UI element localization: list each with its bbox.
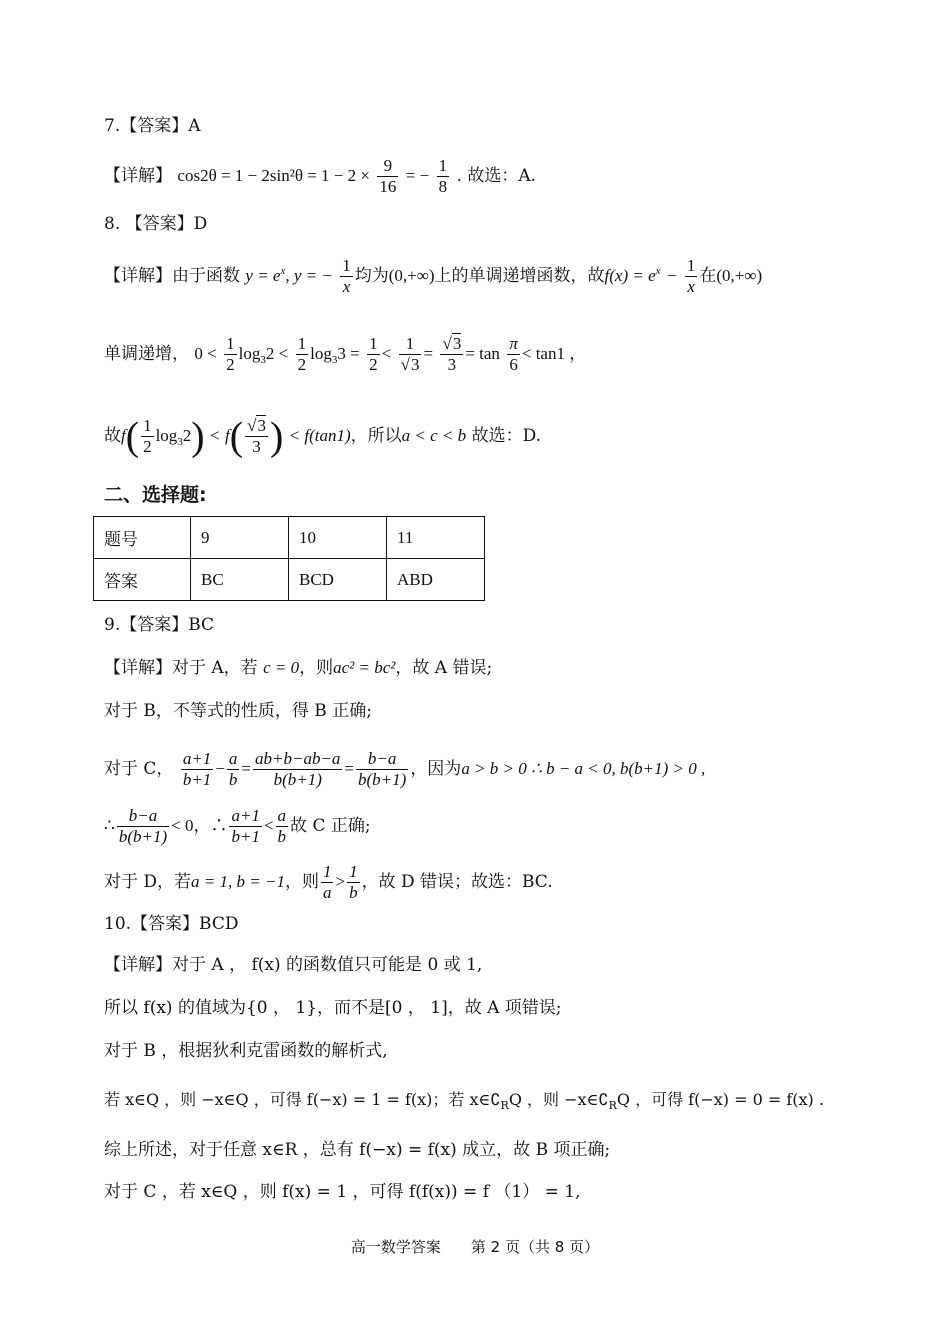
q8-l2-math-a: 0 < [194, 344, 217, 363]
q7-frac1-den: 16 [379, 177, 397, 196]
q8-l3-arg: 2 [182, 426, 192, 445]
q9-l3-f2d: b [228, 770, 238, 789]
q8-l2-arg-a: 2 < [265, 344, 289, 363]
q8-l2-six: 6 [509, 355, 518, 374]
q9-l1-t2: ，则 [299, 658, 334, 678]
q9-l4-f2n: a+1 [231, 806, 260, 825]
q8-l1-text-d: 在 [699, 266, 717, 286]
q8-l2-s3-num-val: 3 [452, 334, 462, 353]
q8-l2-arg-b: 3 = [337, 344, 360, 363]
q9-l3-f4n: b−a [356, 749, 408, 770]
q8-l2-log-b: log [310, 344, 332, 363]
q8-line1 [104, 256, 762, 297]
q8-l3-s3-num-val: 3 [257, 416, 266, 435]
q10-l4-a: 若 x∈Q ，则 −x∈Q ，可得 f(−x) = 1 = f(x)；若 x∈∁ [104, 1090, 501, 1109]
q10-line1: 【详解】对于 A ， f(x) 的函数值只可能是 0 或 1, [104, 955, 483, 975]
q8-l3-text-a: 故 [104, 426, 121, 446]
q8-l1-frac-den: x [342, 277, 351, 296]
q9-l5-f2 [347, 862, 360, 903]
q10-line3: 对于 B ，根据狄利克雷函数的解析式, [104, 1041, 388, 1061]
q9-l3-f4d: b(b+1) [358, 770, 407, 789]
q9-l4-f2d: b+1 [231, 827, 260, 846]
q9-l3-minus: − [215, 759, 225, 778]
q9-l4-f3n: a [277, 806, 287, 825]
q8-l3-base: 3 [177, 436, 183, 448]
q9-answer: 9.【答案】BC [104, 615, 215, 635]
q9-l3-eq2: = [344, 759, 355, 778]
q8-l3-lt: < [210, 426, 220, 445]
q8-l1-interval2: (0,+∞) [716, 266, 763, 285]
q8-l2-inv-den: √3 [400, 355, 420, 374]
q8-l2-inv-num: 1 [399, 334, 422, 355]
q10-line2: 所以 f(x) 的值域为{0 ， 1}，而不是[0 ， 1]，故 A 项错误; [104, 998, 562, 1018]
q8-l1-text-a: 由于函数 [172, 266, 240, 286]
q7-answer: 7.【答案】A [104, 116, 201, 136]
q8-l3-half-den: 2 [143, 437, 152, 456]
q8-l1-frac2 [685, 256, 698, 297]
q9-l3-f1n: a+1 [182, 749, 212, 768]
q9-l4-lt: < [263, 816, 274, 835]
q10-line6: 对于 C ，若 x∈Q ，则 f(x) = 1 ，可得 f(f(x)) = f （1） = 1, [104, 1182, 581, 1202]
q7-frac2-num: 1 [438, 156, 448, 175]
q7-frac2 [437, 156, 450, 197]
q8-l1-frac-num: 1 [342, 256, 351, 275]
q9-line3 [104, 749, 705, 790]
q9-l4-therefore: ∴ [104, 816, 115, 835]
q9-l4-f1 [117, 806, 169, 847]
q8-l3-lparen2: ( [229, 413, 244, 459]
q8-l3-s3-num: √3 [247, 416, 266, 435]
q8-l2-half2 [296, 334, 309, 375]
q10-l4-sub1: R [500, 1099, 509, 1112]
table-cell: ABD [387, 559, 485, 601]
q9-l4-f1d: b(b+1) [118, 827, 168, 846]
q8-l2-half1 [224, 334, 237, 375]
q7-detail [104, 156, 536, 197]
q9-l5-t3: ，故 D 错误；故选：BC. [361, 872, 553, 892]
q9-l3-f3d: b(b+1) [273, 770, 322, 789]
q8-l3-f2: f [225, 426, 230, 445]
q8-l2-s3-num: √3 [442, 334, 462, 353]
q10-l4-c: Q ，可得 f(−x) = 0 = f(x) . [616, 1090, 824, 1109]
q8-l2-half2-den: 2 [297, 355, 307, 374]
table-cell: 题号 [94, 517, 191, 559]
q9-l3-f3n: ab+b−ab−a [255, 749, 341, 768]
q8-l1-sup: x [280, 265, 286, 277]
q8-l2-inv-sqrt3 [399, 334, 422, 375]
q9-l3-f2n: a [228, 749, 238, 768]
q10-l4-sub2: R [608, 1099, 617, 1112]
q9-l5-m: a = 1, b = −1 [191, 872, 285, 891]
q8-l2-half3-den: 2 [369, 355, 378, 374]
q8-l3-half-num: 1 [143, 416, 152, 435]
detail-tag: 【详解】 [104, 166, 172, 186]
q8-l1-math-b: , y = − [285, 266, 333, 285]
q8-l2-half3-num: 1 [369, 334, 378, 353]
table-cell: 11 [387, 517, 485, 559]
q8-l2-inv-den-val: 3 [410, 355, 420, 374]
q8-l1-frac2-num: 1 [686, 256, 696, 275]
table-cell: 10 [289, 517, 387, 559]
q9-l1-text: 对于 A，若 [172, 658, 258, 678]
q8-l2-base-a: 3 [260, 354, 266, 366]
q8-l2-half1-den: 2 [226, 355, 235, 374]
q8-l3-text-b: ，所以 [350, 426, 402, 446]
answer-table [93, 516, 485, 601]
q7-eq-lhs: cos2θ = 1 − 2sin²θ = 1 − 2 × [177, 166, 370, 185]
q8-l3-log: log [155, 426, 178, 445]
q7-frac1-num: 9 [377, 156, 398, 177]
q9-l4-lt0: < 0，∴ [171, 816, 228, 835]
q8-l3-f1: f [121, 426, 126, 445]
q8-l2-pi6 [507, 334, 520, 375]
q9-l3-f3 [253, 749, 342, 790]
q8-l2-pi: π [509, 334, 518, 353]
q9-l1-t3: ，故 A 错误; [395, 658, 493, 678]
q7-frac1 [377, 156, 398, 197]
q7-conclusion: . 故选：A. [456, 166, 537, 186]
q9-l5-f1n: 1 [322, 862, 332, 881]
detail-tag: 【详解】 [104, 658, 172, 678]
q9-l5-f1d: a [322, 883, 332, 902]
page-footer: 高一数学答案 第 2 页（共 8 页） [350, 1238, 600, 1256]
q9-l1-m2: ac² = bc² [333, 658, 396, 677]
q10-l4-b: Q ，则 −x∈∁ [508, 1090, 609, 1109]
q8-l2-text-a: 单调递增， [104, 344, 189, 364]
q9-line1 [104, 656, 492, 680]
q9-l5-f2d: b [349, 883, 358, 902]
q9-l4-f3 [276, 806, 289, 847]
q8-l3-half [141, 416, 154, 457]
q8-l2-half3 [367, 334, 380, 375]
q10-answer: 10.【答案】BCD [104, 914, 239, 934]
q8-line3 [104, 413, 542, 459]
q10-line5: 综上所述，对于任意 x∈R ，总有 f(−x) = f(x) 成立，故 B 项正确; [104, 1140, 611, 1160]
q8-answer: 8. 【答案】D [104, 214, 208, 234]
q9-l3-eq: = [241, 759, 251, 778]
detail-tag: 【详解】 [104, 266, 172, 286]
q7-frac2-den: 8 [438, 177, 448, 196]
q8-l3-order: a < c < b [401, 426, 467, 445]
q9-line5 [104, 862, 553, 903]
q8-l1-math-d: − [665, 266, 678, 285]
q9-line2: 对于 B，不等式的性质，得 B 正确; [104, 701, 372, 721]
q9-l5-gt: > [335, 872, 346, 891]
q8-l2-half1-num: 1 [226, 334, 235, 353]
q8-l3-rparen2: ) [269, 413, 284, 459]
q8-l2-lt: < [381, 344, 392, 363]
q8-l1-math-a: y = e [245, 266, 281, 285]
q7-eq-mid: = − [405, 166, 430, 185]
q9-l3-f2 [227, 749, 240, 790]
q9-l4-text: 故 C 正确; [290, 816, 371, 836]
section-heading: 二、选择题: [104, 484, 207, 506]
table-cell: 9 [191, 517, 289, 559]
table-row [94, 559, 485, 601]
q8-l1-interval: (0,+∞) [388, 266, 435, 285]
q8-l2-s3-den: 3 [447, 355, 457, 374]
q8-l2-tan-b: < tan1 ， [521, 344, 587, 363]
q8-l3-rparen1: ) [191, 413, 205, 459]
q9-l3-f4 [356, 749, 408, 790]
table-cell: BCD [289, 559, 387, 601]
q9-l3-f1 [181, 749, 213, 790]
q8-l3-s3-den: 3 [252, 437, 261, 456]
q9-l5-f2n: 1 [349, 862, 358, 881]
q8-l2-log-a: log [238, 344, 261, 363]
q9-l5-text: 对于 D，若 [104, 872, 192, 892]
q8-l3-lparen1: ( [125, 413, 140, 459]
q8-l3-text-c: 故选：D. [471, 426, 542, 446]
q8-l2-tan-a: = tan [465, 344, 500, 363]
q9-l4-f1n: b−a [117, 806, 169, 827]
q9-l3-text: 对于 C， [104, 759, 174, 779]
q9-l1-m1: c = 0 [263, 658, 300, 677]
q9-l5-f1 [321, 862, 334, 903]
q8-l2-base-b: 3 [331, 354, 338, 366]
q8-line2 [104, 334, 586, 375]
q8-l2-sqrt3-over3 [440, 334, 463, 375]
q8-l1-sup2: x [655, 265, 661, 277]
table-cell: BC [191, 559, 289, 601]
q8-l1-text-b: 均为 [354, 266, 389, 286]
table-cell: 答案 [94, 559, 191, 601]
table-row [94, 517, 485, 559]
q9-l3-f1d: b+1 [182, 770, 212, 789]
q9-l3-t2: ，因为 [410, 759, 462, 779]
q8-l1-math-c: f(x) = e [604, 266, 656, 285]
q8-l1-text-c: 上的单调递增函数，故 [434, 266, 605, 286]
q9-l4-f3d: b [277, 827, 287, 846]
q9-l3-m: a > b > 0 ∴ b − a < 0, b(b+1) > 0 , [461, 759, 706, 778]
q9-l4-f2 [229, 806, 261, 847]
q10-line4 [104, 1088, 824, 1118]
q9-l5-t2: ，则 [284, 872, 319, 892]
q8-l2-eq: = [423, 344, 434, 363]
q8-l3-tail: < f(tan1) [288, 426, 351, 445]
q9-line4 [104, 806, 371, 847]
q8-l1-frac2-den: x [687, 277, 695, 296]
q8-l3-s3 [245, 416, 268, 457]
q8-l1-frac [340, 256, 353, 297]
q8-l2-half2-num: 1 [297, 334, 307, 353]
